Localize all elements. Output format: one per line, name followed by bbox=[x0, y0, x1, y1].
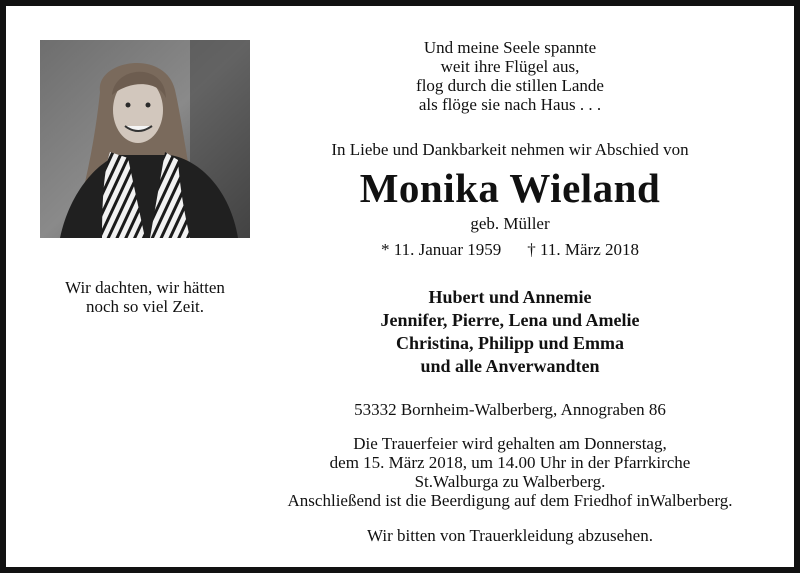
mourners-line: Hubert und Annemie bbox=[428, 287, 592, 307]
life-dates bbox=[250, 240, 770, 260]
funeral-details-line: Die Trauerfeier wird gehalten am Donnerstag, bbox=[353, 434, 667, 453]
deceased-name: Monika Wieland bbox=[359, 165, 661, 211]
birth-date: * 11. Januar 1959 bbox=[381, 240, 502, 259]
death-date: † 11. März 2018 bbox=[527, 240, 639, 259]
funeral-details-line: dem 15. März 2018, um 14.00 Uhr in der Pfarrkirche bbox=[329, 453, 691, 472]
verse-line: weit ihre Flügel aus, bbox=[440, 57, 580, 76]
verse-line: als flöge sie nach Haus . . . bbox=[418, 95, 602, 114]
closing-request: Wir bitten von Trauerkleidung abzusehen. bbox=[367, 526, 653, 545]
farewell-intro: In Liebe und Dankbarkeit nehmen wir Abschied von bbox=[331, 140, 689, 159]
verse-line: flog durch die stillen Lande bbox=[416, 76, 604, 95]
side-quote-line: noch so viel Zeit. bbox=[85, 297, 205, 316]
mourners-line: Christina, Philipp und Emma bbox=[395, 333, 625, 353]
verse-poem bbox=[360, 38, 660, 114]
funeral-details bbox=[230, 434, 790, 510]
side-quote bbox=[40, 278, 250, 316]
mourners-line: Jennifer, Pierre, Lena und Amelie bbox=[380, 310, 640, 330]
birth-name: geb. Müller bbox=[470, 214, 550, 233]
funeral-details-line: Anschließend ist die Beerdigung auf dem Friedhof inWalberberg. bbox=[287, 491, 733, 510]
funeral-details-line: St.Walburga zu Walberberg. bbox=[414, 472, 606, 491]
side-quote-line: Wir dachten, wir hätten bbox=[65, 278, 225, 297]
verse-line: Und meine Seele spannte bbox=[423, 38, 597, 57]
mourners-line: und alle Anverwandten bbox=[420, 356, 600, 376]
family-address: 53332 Bornheim-Walberberg, Annograben 86 bbox=[354, 400, 666, 419]
mourners-list bbox=[250, 286, 770, 378]
portrait-photo bbox=[40, 40, 250, 238]
